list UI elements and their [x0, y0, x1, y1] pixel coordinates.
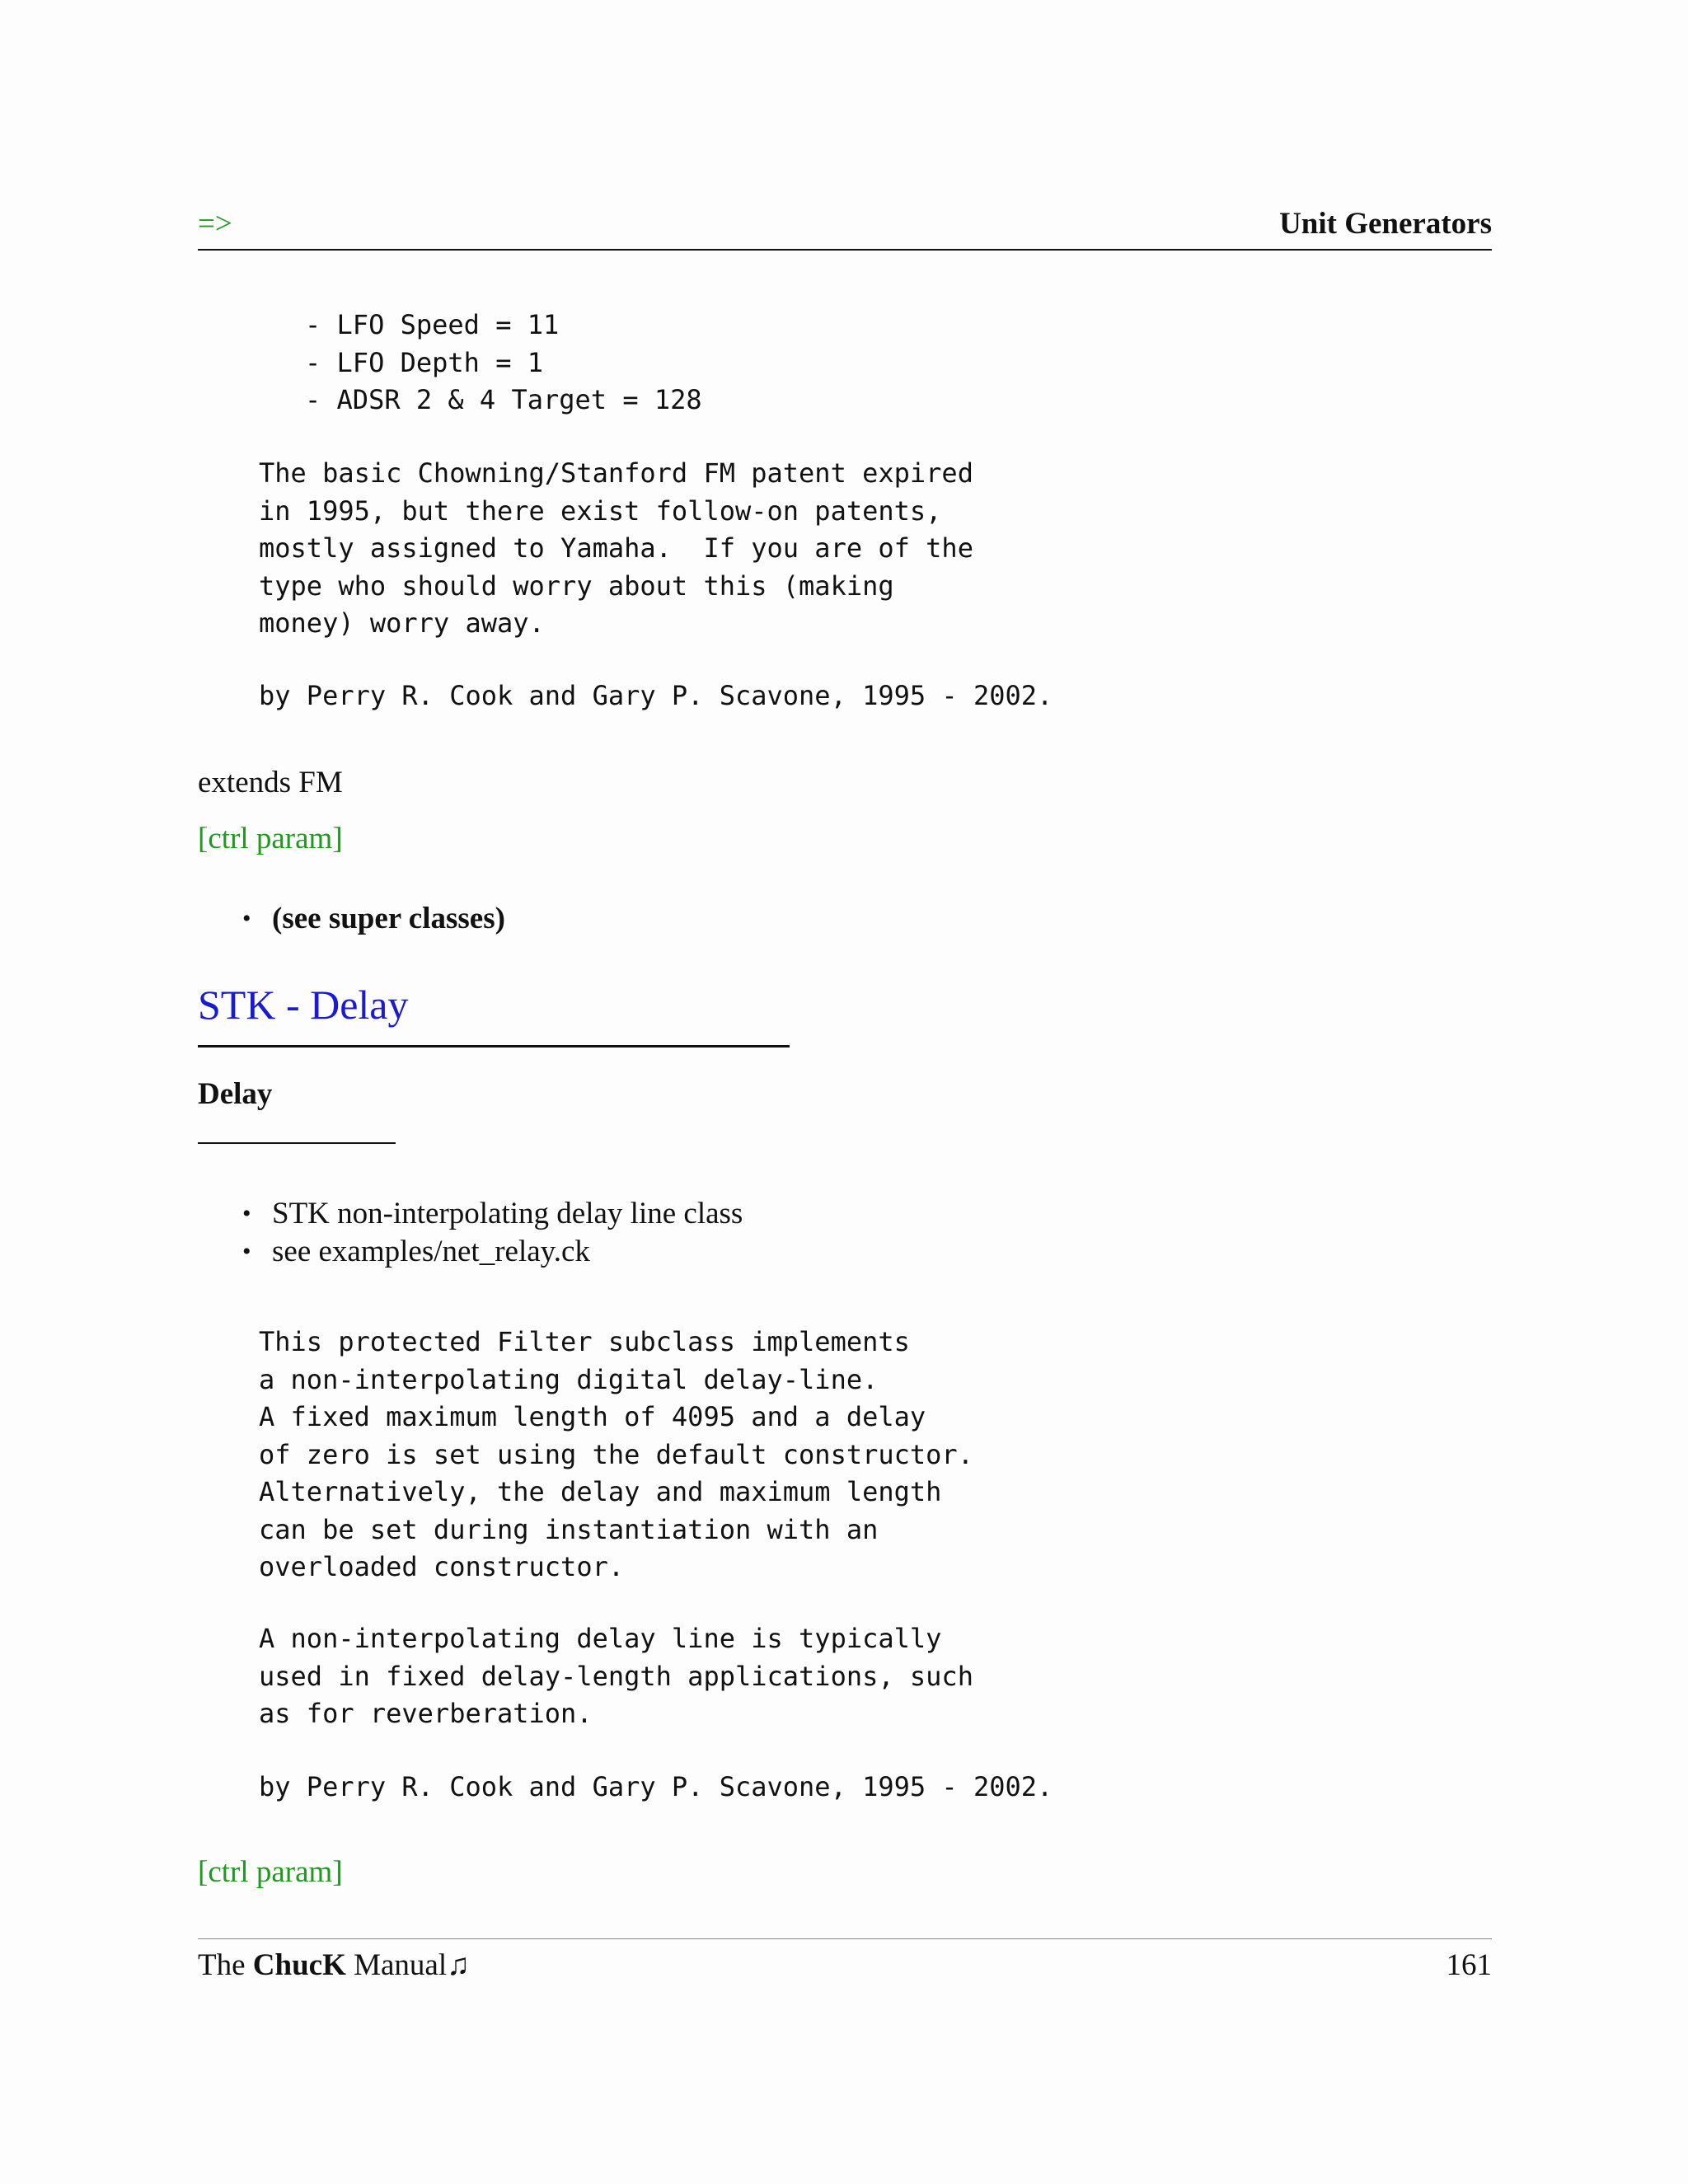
- page-footer: [198, 1938, 1492, 1989]
- header-arrow-mark: =>: [198, 207, 232, 241]
- bullet-icon: •: [242, 905, 251, 932]
- delay-bullet-list: [242, 1195, 743, 1271]
- section-title: STK - Delay: [198, 982, 409, 1028]
- ctrl-param-heading-2: [ctrl param]: [198, 1855, 343, 1889]
- credit-line-1: by Perry R. Cook and Gary P. Scavone, 1995 - 2002.: [259, 680, 1053, 711]
- list-item: [242, 1195, 743, 1233]
- lfo-params-block: - LFO Speed = 11 - LFO Depth = 1 - ADSR 2 & 4 Target = 128: [305, 309, 702, 415]
- delay-description-block: This protected Filter subclass implements a non-interpolating digital delay-line. A fixed maximum length of 4095 and a delay of zero is set using the default constructor. Alternatively, the delay and maximum length can be set during instantiation with an overloaded constructor.: [259, 1326, 973, 1582]
- footer-manual-title: [198, 1947, 470, 1983]
- bullet-text: STK non-interpolating delay line class: [272, 1197, 743, 1230]
- footer-manual: Manual: [354, 1948, 448, 1982]
- delay-usage-block: A non-interpolating delay line is typically used in fixed delay-length applications, such as for reverberation.: [259, 1623, 973, 1729]
- super-classes-list: [242, 900, 505, 938]
- footer-chuck: ChucK: [252, 1948, 346, 1982]
- patent-note-block: The basic Chowning/Stanford FM patent expired in 1995, but there exist follow-on patents, mostly assigned to Yamaha. If you are of the type who should worry about this (making money) worry away.: [259, 457, 973, 639]
- page-header: [198, 206, 1492, 251]
- music-note-icon: ♫: [447, 1948, 470, 1982]
- bullet-text: see examples/net_relay.ck: [272, 1235, 590, 1268]
- page-number: 161: [1446, 1948, 1492, 1982]
- bullet-icon: •: [242, 1238, 251, 1265]
- ctrl-param-heading-1: [ctrl param]: [198, 822, 343, 855]
- footer-the: The: [198, 1948, 246, 1982]
- header-title: Unit Generators: [1279, 207, 1492, 241]
- section-subtitle: Delay: [198, 1077, 273, 1111]
- super-classes-label: (see super classes): [272, 902, 505, 935]
- section-title-rule: [198, 1045, 790, 1047]
- bullet-icon: •: [242, 1200, 251, 1227]
- list-item: [242, 1233, 743, 1271]
- subtitle-rule: [198, 1142, 396, 1144]
- list-item: [242, 900, 505, 938]
- credit-line-2: by Perry R. Cook and Gary P. Scavone, 1995 - 2002.: [259, 1771, 1053, 1802]
- extends-line: extends FM: [198, 766, 343, 799]
